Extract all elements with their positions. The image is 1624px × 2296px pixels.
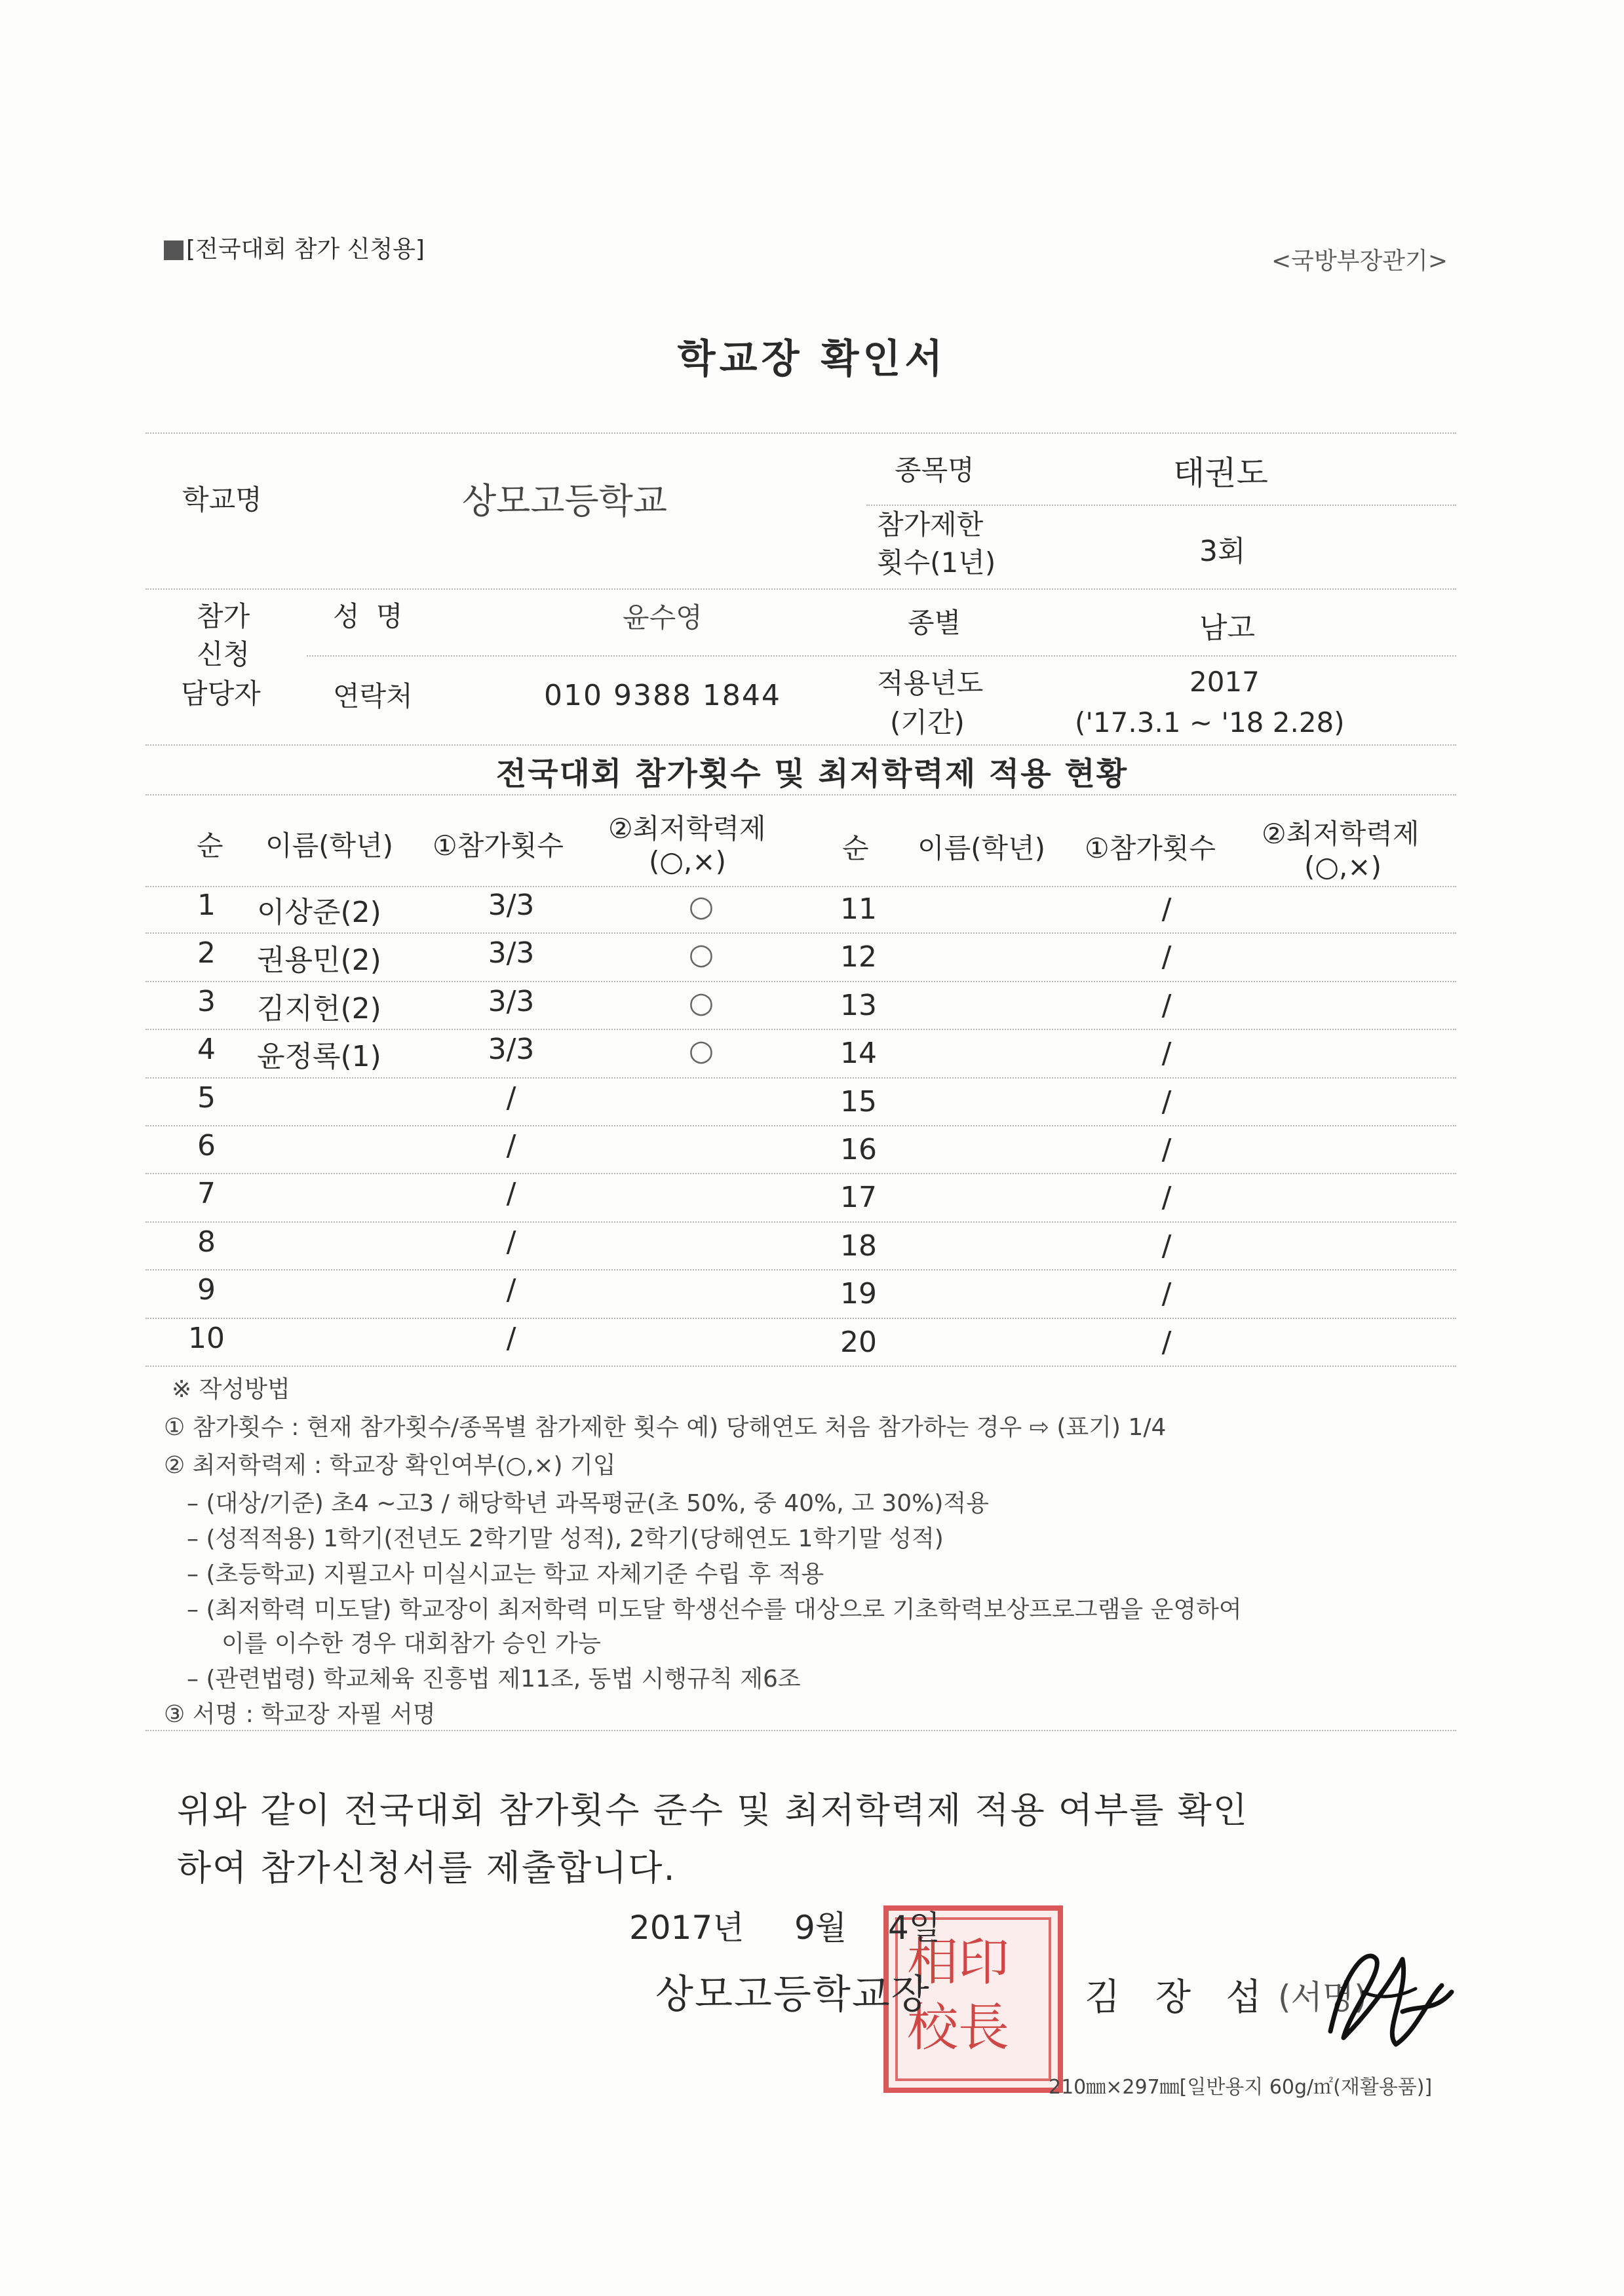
header-no: 순 [197, 830, 223, 862]
row-name: 윤정록(1) [257, 1040, 381, 1073]
header-count: ①참가횟수 [433, 830, 564, 862]
limit-value: 3회 [1199, 535, 1246, 568]
notes-heading: ※ 작성방법 [172, 1376, 290, 1403]
row-min-mark: ○ [688, 1034, 714, 1067]
header-name: 이름(학년) [265, 830, 394, 862]
row-no: 15 [840, 1085, 877, 1119]
category-value: 남고 [1199, 611, 1256, 645]
period-value: ('17.3.1 ~ '18 2.28) [1075, 706, 1345, 738]
category-label: 종별 [908, 607, 961, 639]
row-no: 5 [197, 1081, 216, 1115]
sign-label: (서명) [1278, 1978, 1367, 2016]
row-no: 2 [197, 936, 216, 970]
confirm-line-1: 위와 같이 전국대회 참가횟수 준수 및 최저학력제 적용 여부를 확인 [177, 1789, 1248, 1831]
row-count: 3/3 [488, 985, 535, 1018]
note-line: ② 최저학력제 : 학교장 확인여부(○,×) 기입 [164, 1452, 616, 1479]
row-count: / [1161, 1181, 1172, 1214]
row-no: 11 [840, 892, 877, 926]
row-divider [145, 1029, 1456, 1030]
divider [307, 655, 1456, 657]
row-count: / [506, 1129, 516, 1162]
row-divider [145, 1366, 1456, 1367]
row-divider [145, 1077, 1456, 1079]
seal-glyph: 校長 [907, 1999, 1010, 2057]
header-min-mark: (○,×) [649, 845, 726, 877]
row-name: 김지헌(2) [257, 992, 381, 1025]
confirm-line-2: 하여 참가신청서를 제출합니다. [177, 1847, 676, 1888]
header-no: 순 [842, 832, 869, 864]
limit-label-1: 참가제한 [877, 508, 984, 541]
page-title: 학교장 확인서 [677, 336, 947, 382]
row-min-mark: ○ [688, 938, 714, 971]
row-count: 3/3 [488, 936, 535, 970]
limit-label-2: 횟수(1년) [877, 546, 996, 579]
year-label-2: (기간) [890, 706, 965, 738]
row-divider [145, 1318, 1456, 1319]
row-no: 1 [197, 889, 216, 922]
row-count: / [506, 1177, 516, 1210]
row-divider [145, 1173, 1456, 1174]
row-no: 18 [840, 1229, 877, 1263]
school-head: 상모고등학교장 [655, 1972, 931, 2018]
note-line: ① 참가횟수 : 현재 참가횟수/종목별 참가제한 횟수 예) 당해연도 처음 참가하는 경우 ⇨ (표기) 1/4 [164, 1414, 1167, 1441]
seal-glyph: 相印 [907, 1933, 1010, 1992]
row-name: 권용민(2) [257, 944, 381, 977]
row-count: / [506, 1081, 516, 1115]
date-day: 4일 [888, 1909, 941, 1947]
row-min-mark: ○ [688, 890, 714, 923]
ministry-tag: <국방부장관기> [1271, 248, 1448, 275]
name-label: 성 명 [333, 600, 407, 632]
header-count: ①참가횟수 [1085, 832, 1216, 864]
note-line: – (최저학력 미도달) 학교장이 최저학력 미도달 학생선수를 대상으로 기초학력보상프로그램을 운영하여 [187, 1596, 1242, 1623]
header-min: ②최저학력제 [1262, 818, 1420, 850]
row-no: 14 [840, 1037, 877, 1070]
row-count: / [1161, 1277, 1172, 1311]
year-value: 2017 [1189, 666, 1260, 698]
row-no: 13 [840, 989, 877, 1022]
contact-label: 연락처 [333, 680, 413, 712]
applicant-label-3: 담당자 [181, 678, 261, 710]
date-year: 2017년 [629, 1909, 744, 1947]
applicant-label-2: 신청 [197, 638, 250, 670]
row-count: / [1161, 1326, 1172, 1359]
row-no: 16 [840, 1133, 877, 1166]
row-count: / [1161, 1037, 1172, 1070]
divider [145, 588, 1456, 590]
divider [145, 886, 1456, 887]
row-min-mark: ○ [688, 986, 714, 1020]
row-count: / [506, 1273, 516, 1307]
row-divider [145, 1125, 1456, 1126]
event-value: 태권도 [1173, 454, 1268, 492]
divider [145, 432, 1456, 434]
form-type-label [164, 231, 425, 264]
row-count: / [1161, 1085, 1172, 1119]
row-count: / [1161, 940, 1172, 974]
row-no: 6 [197, 1129, 216, 1162]
divider [145, 1730, 1456, 1731]
row-count: / [1161, 892, 1172, 926]
applicant-label-1: 참가 [197, 600, 250, 632]
row-count: / [506, 1225, 516, 1259]
row-no: 19 [840, 1277, 877, 1311]
row-count: / [1161, 989, 1172, 1022]
year-label-1: 적용년도 [877, 667, 984, 699]
header-min: ②최저학력제 [608, 813, 766, 845]
row-no: 7 [197, 1177, 216, 1210]
row-count: / [1161, 1229, 1172, 1263]
row-no: 20 [840, 1326, 877, 1359]
row-divider [145, 981, 1456, 982]
row-count: / [1161, 1133, 1172, 1166]
contact-value: 010 9388 1844 [544, 679, 781, 712]
note-line: – (성적적용) 1학기(전년도 2학기말 성적), 2학기(당해연도 1학기말 성적) [187, 1525, 944, 1552]
row-divider [145, 1269, 1456, 1271]
note-line: – (대상/기준) 초4 ~고3 / 해당학년 과목평균(초 50%, 중 40%, 고 30%)적용 [187, 1490, 989, 1517]
note-line: – (초등학교) 지필고사 미실시교는 학교 자체기준 수립 후 적용 [187, 1561, 824, 1588]
row-no: 8 [197, 1225, 216, 1259]
row-no: 12 [840, 940, 877, 974]
divider [145, 744, 1456, 746]
row-no: 4 [197, 1033, 216, 1066]
name-value: 윤수영 [623, 602, 703, 634]
note-line: 이를 이수한 경우 대회참가 승인 가능 [222, 1630, 601, 1657]
handwritten-signature [1304, 1933, 1461, 2064]
header-min-mark: (○,×) [1304, 851, 1382, 883]
row-name: 이상준(2) [257, 896, 381, 929]
paper-spec-footer: 210㎜×297㎜[일반용지 60g/㎡(재활용품)] [1049, 2076, 1433, 2099]
row-divider [145, 1221, 1456, 1223]
note-line: ③ 서명 : 학교장 자필 서명 [164, 1701, 436, 1728]
school-value: 상모고등학교 [462, 480, 667, 522]
row-no: 17 [840, 1181, 877, 1214]
row-divider [145, 932, 1456, 934]
header-name: 이름(학년) [918, 832, 1046, 864]
divider [145, 794, 1456, 795]
school-label: 학교명 [182, 484, 262, 516]
square-bullet-icon [164, 240, 184, 260]
row-no: 10 [188, 1322, 225, 1355]
principal-name: 김 장 섭 [1085, 1976, 1273, 2019]
date-month: 9월 [794, 1909, 847, 1947]
note-line: – (관련법령) 학교체육 진흥법 제11조, 동법 시행규칙 제6조 [187, 1666, 801, 1693]
form-type-text: [전국대회 참가 신청용] [186, 236, 425, 263]
row-count: 3/3 [488, 889, 535, 922]
row-count: / [506, 1322, 516, 1355]
table-title: 전국대회 참가횟수 및 최저학력제 적용 현황 [495, 756, 1129, 792]
row-no: 9 [197, 1273, 216, 1307]
row-no: 3 [197, 985, 216, 1018]
event-label: 종목명 [895, 454, 975, 486]
row-count: 3/3 [488, 1033, 535, 1066]
